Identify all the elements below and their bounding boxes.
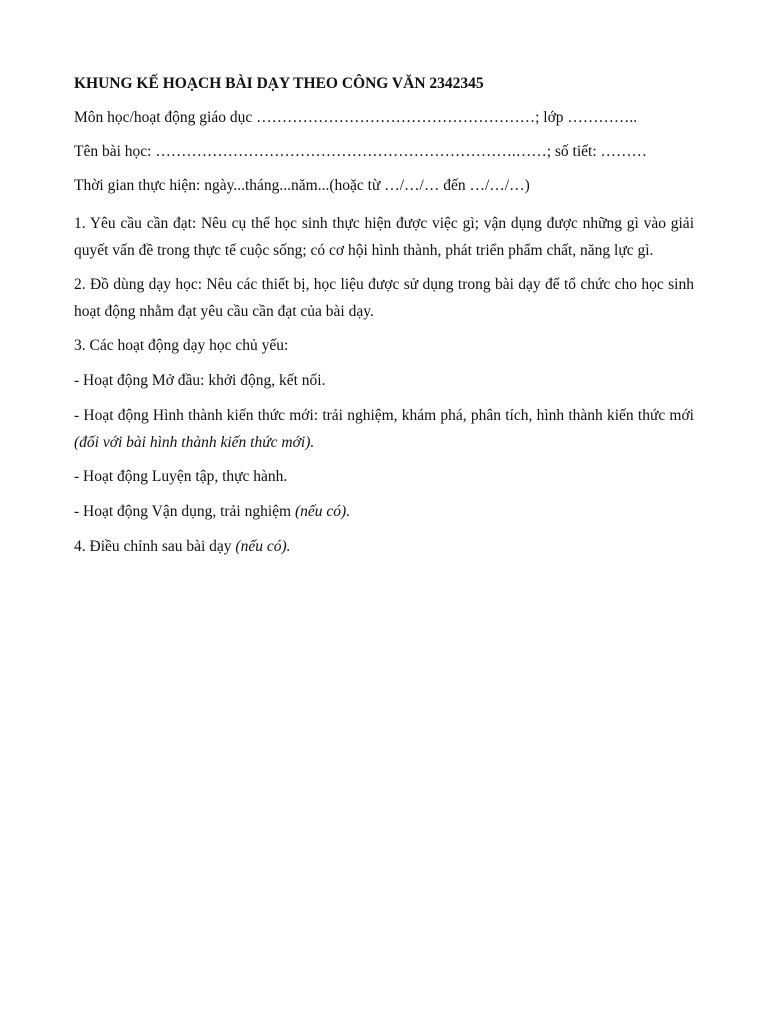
adjustment-paragraph [74, 533, 694, 560]
adjustment-text: 4. Điều chỉnh sau bài dạy [74, 538, 236, 555]
activity-opening: - Hoạt động Mở đầu: khởi động, kết nối. [74, 372, 326, 389]
activities-heading: 3. Các hoạt động dạy học chủ yếu: [74, 337, 289, 354]
lesson-line: Tên bài học: …………………………………………………………….……; số tiết: ……… [74, 143, 648, 160]
activity-application-note: (nếu có). [294, 503, 351, 520]
document-page [74, 74, 694, 568]
requirements-paragraph: 1. Yêu cầu cần đạt: Nêu cụ thể học sinh thực hiện được việc gì; vận dụng được những gì vào giải quyết vấn đề trong thực tế cuộc sống; có cơ hội hình thành, phát triển phẩm chất, năng lực gì. [74, 215, 694, 259]
activity-application-text: - Hoạt động Vận dụng, trải nghiệm [74, 503, 295, 520]
document-title: KHUNG KẾ HOẠCH BÀI DẠY THEO CÔNG VĂN 2342345 [74, 75, 484, 92]
adjustment-note: (nếu có). [235, 538, 291, 555]
activity-practice: - Hoạt động Luyện tập, thực hành. [74, 468, 288, 485]
activity-new-knowledge [74, 402, 694, 456]
subject-line: Môn học/hoạt động giáo dục ………………………………………………; lớp ………….. [74, 109, 638, 126]
activity-application [74, 498, 694, 525]
time-line: Thời gian thực hiện: ngày...tháng...năm...(hoặc từ …/…/… đến …/…/…) [74, 177, 530, 194]
activity-new-knowledge-text: - Hoạt động Hình thành kiến thức mới: trải nghiệm, khám phá, phân tích, hình thành kiến thức mới [74, 407, 694, 424]
activity-new-knowledge-note: (đối với bài hình thành kiến thức mới). [74, 434, 315, 451]
materials-paragraph: 2. Đồ dùng dạy học: Nêu các thiết bị, học liệu được sử dụng trong bài dạy để tổ chức cho học sinh hoạt động nhằm đạt yêu cầu cần đạt của bài dạy. [74, 276, 694, 320]
